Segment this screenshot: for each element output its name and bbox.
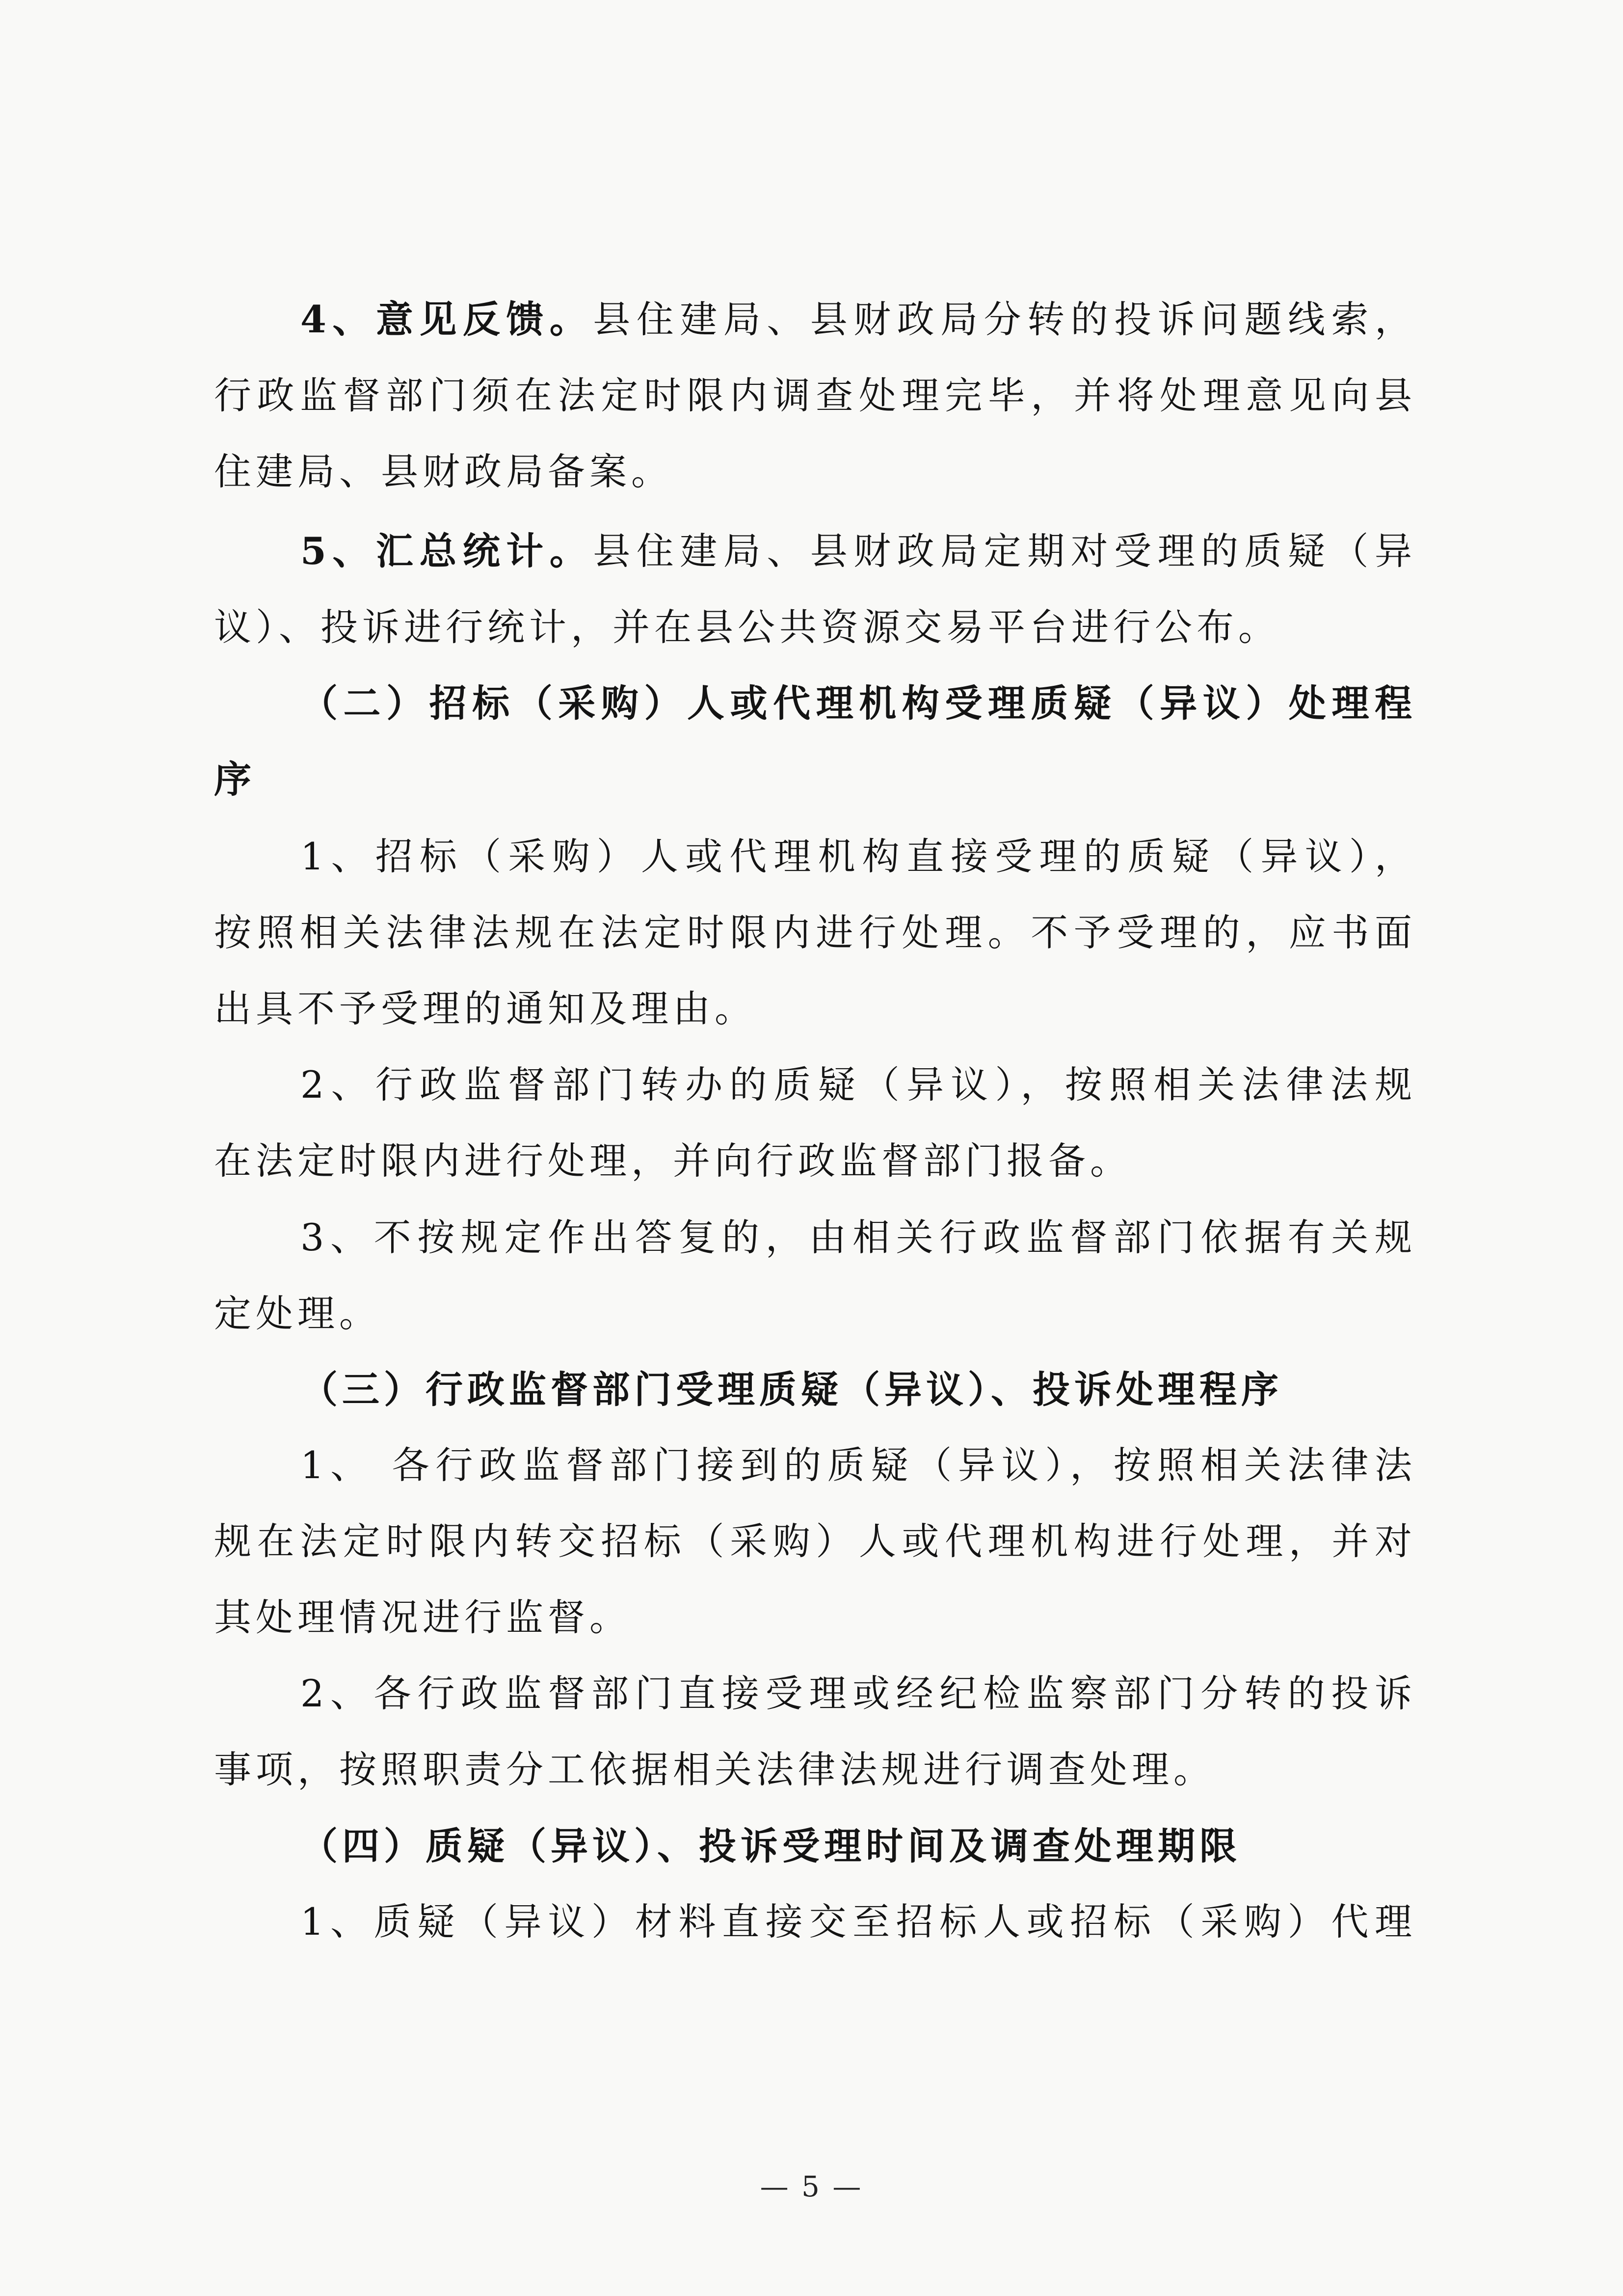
section-heading-3 (214, 1351, 1416, 1428)
text-line: 事项，按照职责分工依据相关法律法规进行调查处理。 (214, 1748, 1215, 1791)
text-line: 住建局、县财政局备案。 (214, 450, 673, 493)
text-line: 在法定时限内进行处理，并向行政监督部门报备。 (214, 1139, 1132, 1183)
text-line: 5、汇总统计。县住建局、县财政局定期对受理的质疑（异 (300, 529, 1416, 573)
item-heading: 5、汇总统计。 (300, 529, 593, 573)
paragraph-2-1 (214, 818, 1416, 1047)
paragraph-3-1 (214, 1427, 1416, 1655)
text-line: 议）、投诉进行统计，并在县公共资源交易平台进行公布。 (214, 605, 1280, 649)
heading-line: （二）招标（采购）人或代理机构受理质疑（异议）处理程 (300, 681, 1416, 725)
text-line: 其处理情况进行监督。 (214, 1595, 631, 1639)
text-line: 定处理。 (214, 1292, 381, 1335)
page-number: — 5 — (760, 2170, 863, 2203)
text-line: 行政监督部门须在法定时限内调查处理完毕，并将处理意见向县 (214, 374, 1416, 417)
text-line: 1、 各行政监督部门接到的质疑（异议），按照相关法律法 (300, 1443, 1416, 1487)
paragraph-4-1 (214, 1884, 1416, 1960)
section-heading-2 (214, 665, 1416, 817)
paragraph-2-2 (214, 1047, 1416, 1199)
heading-line: （三）行政监督部门受理质疑（异议）、投诉处理程序 (300, 1368, 1283, 1411)
heading-line: （四）质疑（异议）、投诉受理时间及调查处理期限 (300, 1824, 1241, 1868)
paragraph-2-3 (214, 1199, 1416, 1351)
text-line: 出具不予受理的通知及理由。 (214, 987, 756, 1030)
paragraph-3-2 (214, 1655, 1416, 1808)
text-line: 2、行政监督部门转办的质疑（异议），按照相关法律法规 (300, 1063, 1416, 1107)
section-heading-4 (214, 1808, 1416, 1884)
text-line: 1、招标（采购）人或代理机构直接受理的质疑（异议）， (300, 835, 1416, 878)
heading-line: 序 (214, 757, 256, 801)
text-line: 按照相关法律法规在法定时限内进行处理。不予受理的，应书面 (214, 911, 1416, 954)
text-line: 规在法定时限内转交招标（采购）人或代理机构进行处理，并对 (214, 1519, 1416, 1563)
text-line: 4、意见反馈。县住建局、县财政局分转的投诉问题线索， (300, 297, 1416, 341)
text-line: 3、不按规定作出答复的，由相关行政监督部门依据有关规 (300, 1216, 1416, 1259)
text-line: 2、各行政监督部门直接受理或经纪检监察部门分转的投诉 (300, 1672, 1416, 1715)
item-heading: 4、意见反馈。 (300, 297, 593, 341)
text-line: 1、质疑（异议）材料直接交至招标人或招标（采购）代理 (300, 1900, 1416, 1944)
paragraph-statistics (214, 513, 1416, 665)
paragraph-feedback (214, 281, 1416, 510)
